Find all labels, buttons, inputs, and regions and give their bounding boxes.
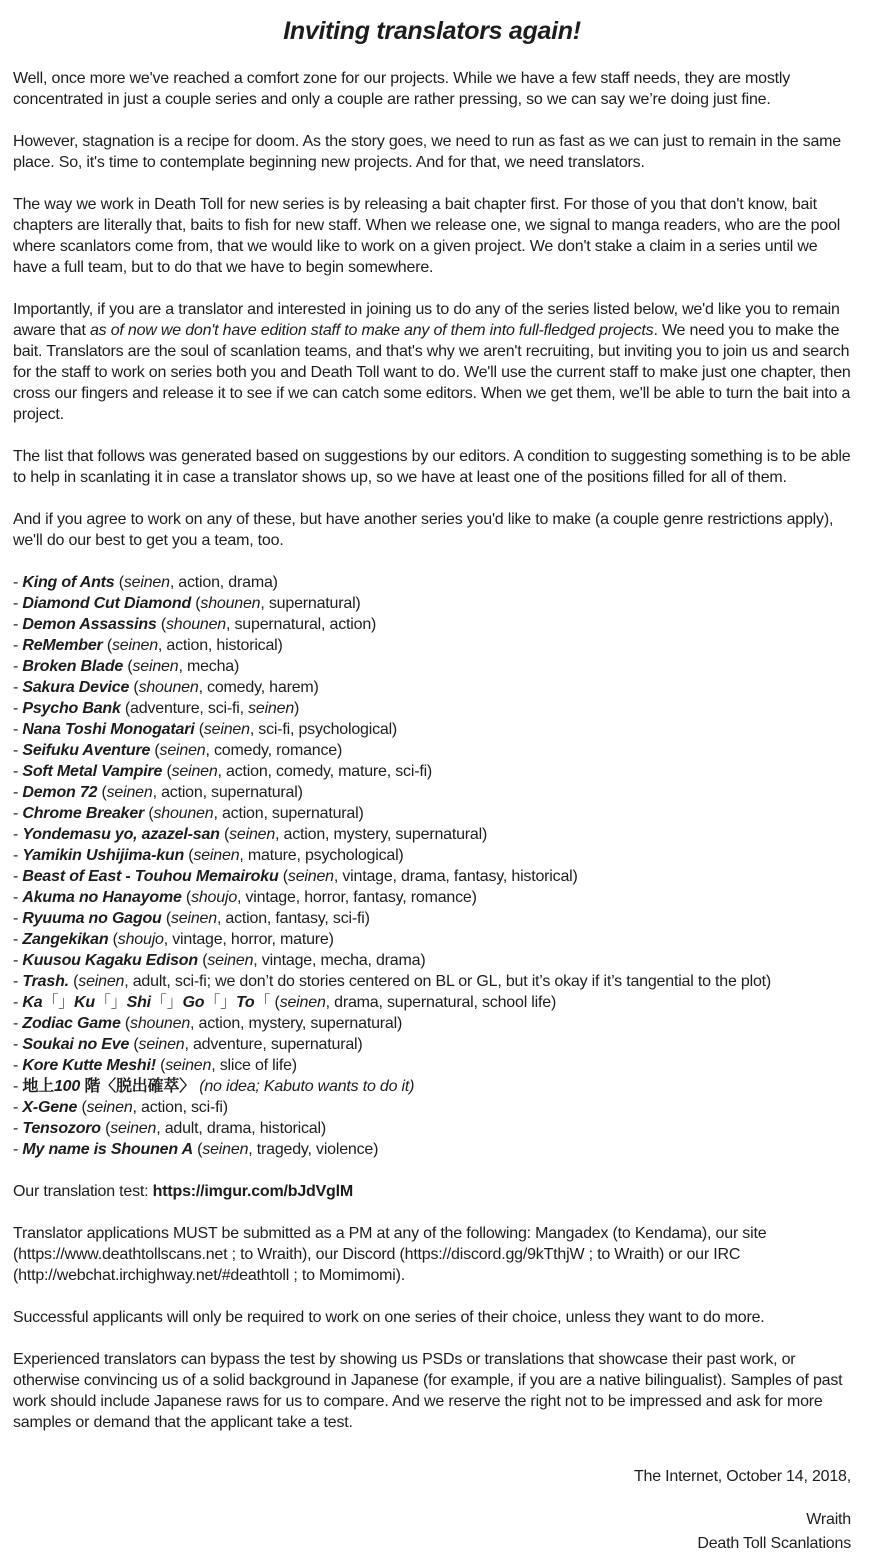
text-segment: ( [97, 784, 107, 801]
text-segment: , vintage, horror, mature) [163, 931, 334, 948]
text-segment: Shi [126, 994, 151, 1011]
text-segment: However, stagnation is a recipe for doom. As the story goes, we need to run as fast as we can just to remain in the same place. So, it's time to contemplate beginning new projects. And for that, we need translators. [13, 133, 842, 171]
signature-name: Wraith [806, 1511, 851, 1528]
text-segment: , vintage, horror, fantasy, romance) [237, 889, 477, 906]
text-segment: - [13, 868, 23, 885]
series-list-item [13, 1034, 851, 1055]
text-segment: shounen [153, 805, 214, 822]
text-segment: ( [191, 595, 201, 612]
text-segment: ( [129, 679, 139, 696]
text-segment: 「 ( [254, 994, 280, 1011]
text-segment: (no idea; Kabuto wants to do it) [199, 1078, 415, 1095]
text-segment: as of now we don't have edition staff to make any of them into full-fledged projects [89, 322, 654, 339]
text-segment: ( [194, 721, 204, 738]
signature-dateline: The Internet, October 14, 2018, [633, 1468, 851, 1485]
text-segment: To [235, 994, 255, 1011]
text-segment: seinen [203, 721, 250, 738]
text-segment: Kore Kutte Meshi! [22, 1057, 156, 1074]
text-segment: Demon 72 [22, 784, 98, 801]
text-segment: Soukai no Eve [22, 1036, 130, 1053]
closing-paragraphs [13, 1223, 851, 1454]
text-segment: ( [68, 973, 79, 990]
text-segment: - [13, 1120, 23, 1137]
text-segment: , drama, supernatural, school life) [325, 994, 557, 1011]
text-segment: ( [123, 658, 133, 675]
text-segment: , sci-fi, psychological) [249, 721, 398, 738]
text-segment: X-Gene [22, 1099, 78, 1116]
text-segment: seinen [123, 574, 170, 591]
text-segment: - [13, 847, 23, 864]
text-segment: ( [184, 847, 194, 864]
series-list-item [13, 908, 851, 929]
text-segment: Well, once more we've reached a comfort zone for our projects. While we have a few staff needs, they are mostly concentrated in just a couple series and only a couple are rather pressing, so we can say we’re doing just fine. [13, 70, 791, 108]
text-segment: shoujo [191, 889, 238, 906]
text-segment: , action, supernatural) [152, 784, 303, 801]
text-segment: , vintage, mecha, drama) [253, 952, 426, 969]
series-list-item [13, 1097, 851, 1118]
text-segment: 100 [53, 1078, 81, 1095]
text-segment: , action, historical) [157, 637, 283, 654]
text-segment: - [13, 721, 23, 738]
text-segment: https://imgur.com/bJdVglM [152, 1183, 354, 1200]
text-segment: Yamikin Ushijima-kun [22, 847, 185, 864]
text-segment: shounen [138, 679, 199, 696]
text-segment: , action, fantasy, sci-fi) [216, 910, 370, 927]
text-segment: - [13, 994, 23, 1011]
text-segment: 「」 [150, 994, 183, 1011]
text-segment: - [13, 952, 23, 969]
text-segment: Psycho Bank [22, 700, 121, 717]
text-segment: Kuusou Kagaku Edison [22, 952, 198, 969]
text-segment: Go [182, 994, 205, 1011]
text-segment: seinen [207, 952, 254, 969]
text-segment: ( [150, 742, 160, 759]
text-segment: Broken Blade [22, 658, 124, 675]
text-segment: 「」 [204, 994, 236, 1011]
text-segment: - [13, 1141, 23, 1158]
paragraph [13, 68, 851, 110]
intro-paragraphs [13, 68, 851, 572]
text-segment: ( [181, 889, 192, 906]
series-list-item [13, 782, 851, 803]
text-segment: shounen [200, 595, 261, 612]
text-segment: Diamond Cut Diamond [22, 595, 192, 612]
text-segment: ( [278, 868, 288, 885]
text-segment: seinen [248, 700, 295, 717]
text-segment: - [13, 1099, 23, 1116]
text-segment: ( [114, 574, 124, 591]
text-segment: , adventure, supernatural) [184, 1036, 363, 1053]
text-segment: , adult, sci-fi; we don’t do stories centered on BL or GL, but it’s okay if it’s tangential to the plot) [124, 973, 772, 990]
text-segment: ( [77, 1099, 87, 1116]
text-segment: ( [156, 616, 166, 633]
text-segment: Translator applications MUST be submitted as a PM at any of the following: Mangadex (to Kendama), our site (https://www.deathtollscans.net ; to Wraith), our Discord (https://discord.gg/9kTthjW ; to Wraith) or our IRC (http://webchat.irchighway.net/#deathtoll ; to Momimomi). [13, 1225, 767, 1284]
text-segment: - [13, 826, 23, 843]
text-segment: Sakura Device [22, 679, 130, 696]
signature-block [13, 1466, 851, 1558]
text-segment: , supernatural) [260, 595, 361, 612]
series-list [13, 572, 851, 1160]
text-segment: - [13, 784, 23, 801]
text-segment: - [13, 1015, 23, 1032]
text-segment: seinen [86, 1099, 133, 1116]
text-segment: - [13, 973, 23, 990]
text-segment: ( [219, 826, 230, 843]
paragraph [13, 131, 851, 173]
text-segment: . We need you to make the bait. Translators are the soul of scanlation teams, and that's why we aren't recruiting, but inviting you to join us and search for the staff to work on series both you and Death Toll want to do. We'll use the current staff to make just one chapter, then cross our fingers and release it to see if we can catch some editors. When we get them, we'll be able to turn the bait into a project. [13, 322, 851, 423]
text-segment: - [13, 1057, 23, 1074]
text-segment: My name is Shounen A [22, 1141, 193, 1158]
text-segment: Successful applicants will only be required to work on one series of their choice, unless they want to do more. [13, 1309, 765, 1326]
text-segment: seinen [193, 847, 240, 864]
text-segment: - [13, 742, 23, 759]
text-segment: Demon Assassins [22, 616, 157, 633]
series-list-item [13, 845, 851, 866]
text-segment: , adult, drama, historical) [156, 1120, 326, 1137]
series-list-item [13, 740, 851, 761]
paragraph [13, 509, 851, 551]
text-segment: seinen [229, 826, 276, 843]
series-list-item [13, 677, 851, 698]
series-list-item [13, 761, 851, 782]
text-segment: seinen [170, 910, 217, 927]
text-segment: seinen [132, 658, 179, 675]
text-segment: ( [108, 931, 118, 948]
series-list-item [13, 614, 851, 635]
text-segment: seinen [111, 637, 158, 654]
text-segment: ReMember [22, 637, 103, 654]
text-segment: And if you agree to work on any of these, but have another series you'd like to make (a couple genre restrictions apply), we'll do our best to get you a team, too. [13, 511, 834, 549]
text-segment: Nana Toshi Monogatari [22, 721, 195, 738]
series-list-item [13, 971, 851, 992]
text-segment: - [13, 805, 23, 822]
series-list-item [13, 719, 851, 740]
text-segment: seinen [171, 763, 218, 780]
text-segment: - [13, 1078, 23, 1095]
text-segment: ( [100, 1120, 111, 1137]
text-segment: Our translation test: [13, 1183, 153, 1200]
text-segment: ( [120, 1015, 131, 1032]
text-segment: seinen [202, 1141, 249, 1158]
text-segment: Beast of East - Touhou Memairoku [22, 868, 279, 885]
text-segment: , action, sci-fi) [132, 1099, 228, 1116]
text-segment: - [13, 889, 23, 906]
text-segment: - [13, 931, 23, 948]
text-segment: seinen [165, 1057, 212, 1074]
translation-test-line [13, 1181, 851, 1202]
series-list-item [13, 929, 851, 950]
text-segment: seinen [279, 994, 326, 1011]
text-segment: - [13, 616, 23, 633]
paragraph [13, 194, 851, 278]
text-segment: shounen [130, 1015, 191, 1032]
series-list-item [13, 887, 851, 908]
text-segment: ( [192, 1141, 203, 1158]
text-segment: 「」 [94, 994, 127, 1011]
text-segment: , action, comedy, mature, sci-fi) [217, 763, 433, 780]
text-segment: ( [197, 952, 208, 969]
text-segment: King of Ants [22, 574, 115, 591]
paragraph [13, 1307, 851, 1328]
series-list-item [13, 698, 851, 719]
text-segment: Zangekikan [22, 931, 109, 948]
text-segment: ( [144, 805, 154, 822]
text-segment: ( [155, 1057, 166, 1074]
text-segment: - [13, 910, 23, 927]
text-segment: , slice of life) [211, 1057, 297, 1074]
signature-group: Death Toll Scanlations [697, 1535, 851, 1552]
text-segment: seinen [110, 1120, 157, 1137]
text-segment: , action, drama) [169, 574, 278, 591]
text-segment: shounen [166, 616, 226, 633]
series-list-item [13, 803, 851, 824]
text-segment: Yondemasu yo, azazel-san [22, 826, 220, 843]
series-list-item [13, 866, 851, 887]
text-segment: ( [102, 637, 112, 654]
page-title: Inviting translators again! [283, 17, 581, 45]
text-segment: - [13, 574, 23, 591]
text-segment: - [13, 637, 23, 654]
text-segment: , supernatural, action) [226, 616, 377, 633]
text-segment: - [13, 595, 23, 612]
text-segment: , action, mystery, supernatural) [190, 1015, 403, 1032]
series-list-item [13, 824, 851, 845]
text-segment: Akuma no Hanayome [22, 889, 182, 906]
text-segment: seinen [78, 973, 125, 990]
text-segment: ) [294, 700, 300, 717]
text-segment: Experienced translators can bypass the test by showing us PSDs or translations that showcase their past work, or otherwise convincing us of a solid background in Japanese (for example, if you are a native bilingualist). Samples of past work should include Japanese raws for us to compare. And we reserve the right not to be impressed and ask for more samples or demand that the applicant take a test. [13, 1351, 843, 1431]
text-segment: , comedy, romance) [205, 742, 343, 759]
text-segment: ( [129, 1036, 139, 1053]
text-segment: Tensozoro [22, 1120, 101, 1137]
text-segment: shoujo [117, 931, 164, 948]
text-segment: - [13, 658, 23, 675]
text-segment: seinen [287, 868, 334, 885]
text-segment: Seifuku Aventure [22, 742, 151, 759]
text-segment: - [13, 679, 23, 696]
text-segment: ( [161, 910, 171, 927]
series-list-item [13, 1055, 851, 1076]
text-segment: Ryuuma no Gagou [22, 910, 162, 927]
text-segment: - [13, 700, 23, 717]
text-segment: 「」 [42, 994, 75, 1011]
text-segment: seinen [159, 742, 206, 759]
series-list-item [13, 635, 851, 656]
text-segment: (adventure, sci-fi, [120, 700, 249, 717]
text-segment: - [13, 763, 23, 780]
text-segment: , comedy, harem) [198, 679, 319, 696]
text-segment: Ku [74, 994, 95, 1011]
text-segment: seinen [138, 1036, 185, 1053]
text-segment: Soft Metal Vampire [22, 763, 163, 780]
series-list-item [13, 1076, 851, 1097]
paragraph [13, 1349, 851, 1433]
text-segment: The way we work in Death Toll for new series is by releasing a bait chapter first. For those of you that don't know, bait chapters are literally that, baits to fish for new staff. When we release one, we signal to manga readers, who are the pool where scanlators come from, that we would like to work on a given project. We don't stake a claim in a series until we have a full team, but to do that we have to begin somewhere. [13, 196, 841, 276]
text-segment: , tragedy, violence) [248, 1141, 379, 1158]
text-segment: Zodiac Game [22, 1015, 121, 1032]
text-segment: 地上 [22, 1078, 54, 1095]
series-list-item [13, 572, 851, 593]
series-list-item [13, 950, 851, 971]
text-segment: Importantly, if you are a translator and interested in joining us to do any of the series listed below, we'd like you to remain aware that [13, 301, 840, 339]
text-segment: - [13, 1036, 23, 1053]
text-segment: , mature, psychological) [239, 847, 404, 864]
text-segment: , action, supernatural) [213, 805, 364, 822]
paragraph [13, 299, 851, 425]
text-segment: , vintage, drama, fantasy, historical) [333, 868, 578, 885]
text-segment: seinen [106, 784, 153, 801]
series-list-item [13, 656, 851, 677]
text-segment: 階〈脱出確萃〉 [80, 1078, 195, 1095]
text-segment: The list that follows was generated based on suggestions by our editors. A condition to suggesting something is to be able to help in scanlating it in case a translator shows up, so we have at least one of the positions filled for all of them. [13, 448, 851, 486]
series-list-item [13, 1139, 851, 1160]
text-segment: Ka [22, 994, 43, 1011]
series-list-item [13, 593, 851, 614]
text-segment: ( [162, 763, 172, 780]
series-list-item [13, 1118, 851, 1139]
paragraph [13, 446, 851, 488]
series-list-item [13, 992, 851, 1013]
text-segment: Trash. [22, 973, 69, 990]
text-segment: , mecha) [178, 658, 240, 675]
paragraph [13, 1223, 851, 1286]
series-list-item [13, 1013, 851, 1034]
text-segment: Chrome Breaker [22, 805, 145, 822]
text-segment: , action, mystery, supernatural) [275, 826, 488, 843]
